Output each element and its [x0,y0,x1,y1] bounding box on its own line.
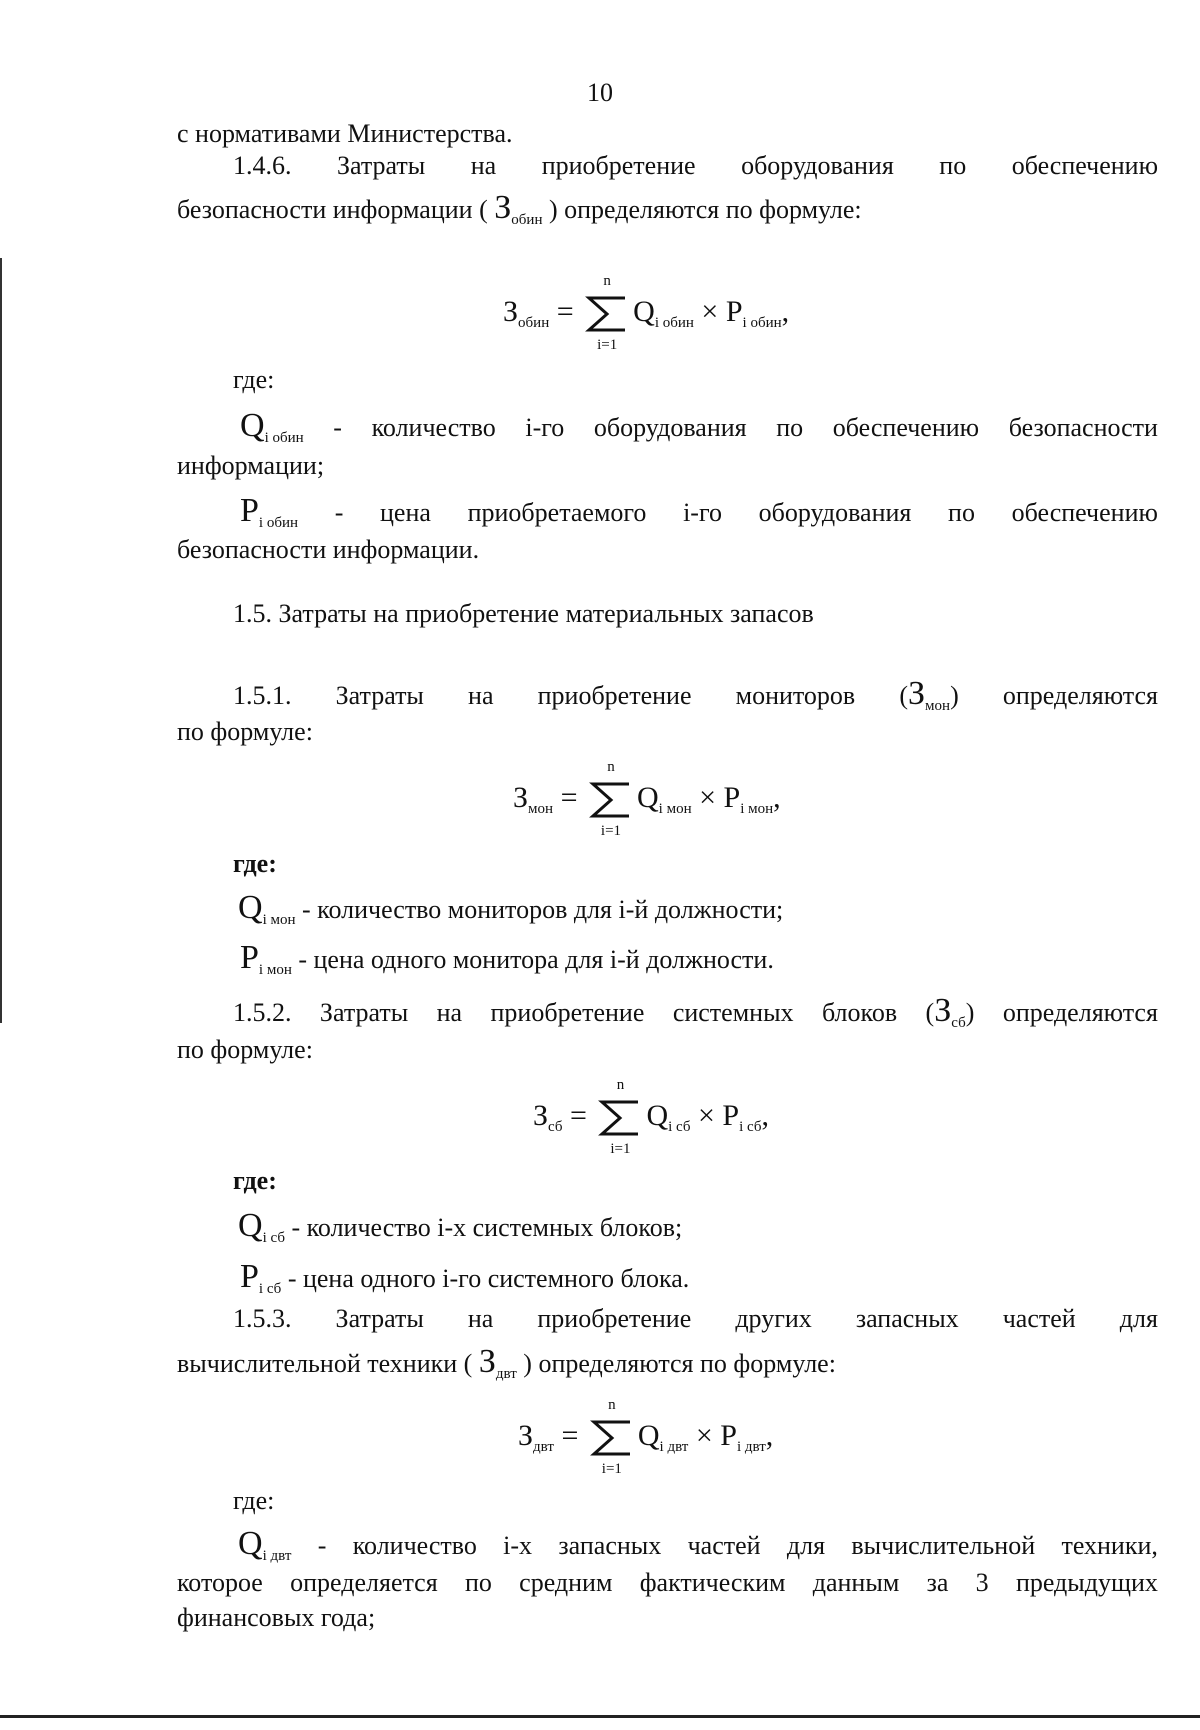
word: цена [380,498,431,527]
word: которое [177,1568,263,1597]
formula-obin [503,273,790,353]
word: обеспечению [1011,151,1158,180]
formula-p-sub: i двт [736,1438,766,1455]
symbol-sub: двт [495,1366,517,1382]
word: по [948,498,975,527]
sum-upper-limit: n [603,273,611,289]
sigma-icon [590,1397,634,1477]
p-symbol: P [240,939,259,976]
page-number: 10 [587,78,613,107]
word: приобретение [537,681,692,710]
formula-q-sub: i обин [654,314,694,331]
word: обеспечению [1011,498,1158,527]
definition-p-sb [240,1258,690,1297]
sum-upper-limit: n [616,1077,625,1093]
word: i-х [503,1531,533,1560]
definition-q-obin [240,407,1158,446]
word: приобретение [541,151,696,180]
section-1-5-3-line1 [233,1303,1158,1335]
section-1-5-title: 1.5. Затраты на приобретение материальных запасов [233,599,814,628]
formula-p-sub: i сб [739,1118,762,1135]
word: 1.5.2. [233,998,292,1027]
p-sub: i мон [258,962,292,978]
word: за [926,1568,949,1597]
q-symbol: Q [238,1207,263,1244]
formula-p: P [722,1098,740,1132]
word: на [468,681,494,710]
formula-q: Q [633,294,655,328]
word: обеспечению [832,413,980,442]
formula-p: P [720,1418,737,1452]
word: количество [371,413,496,442]
section-1-5-1-line2: по формуле: [177,717,313,746]
word: оборудования [741,151,894,180]
q-sub: i двт [262,1548,292,1564]
p-symbol: P [240,492,259,529]
definition-p-obin-cont: безопасности информации. [177,535,480,564]
formula-dvt [518,1397,774,1477]
intro-line: с нормативами Министерства. [177,119,513,148]
section-1-4-6-line2 [177,189,862,228]
formula-lhs-sub: обин [518,314,550,331]
word: предыдущих [1015,1568,1158,1597]
symbol: З [908,675,926,712]
scan-edge-line [0,258,2,1023]
formula-p: P [725,294,743,328]
sum-lower-limit: i=1 [600,823,622,839]
text: вычислительной техники ( [177,1349,479,1378]
word: 1.4.6. [233,151,292,180]
word: на [467,1304,494,1333]
word: запасных [558,1531,662,1560]
formula-lhs-sub: сб [548,1118,563,1135]
word: на [436,998,463,1027]
word: частей [687,1531,761,1560]
sum-lower-limit: i=1 [601,1461,622,1477]
q-sub: i обин [264,430,304,446]
word: запасных [855,1304,959,1333]
definition-q-obin-cont: информации; [177,451,325,480]
definition-text: - количество мониторов для i-й должности; [295,895,784,924]
definition-text: - количество i-х системных блоков; [284,1213,683,1242]
word: техники, [1061,1531,1158,1560]
sum-upper-limit: n [608,1397,616,1413]
definition-q-dvt [238,1525,1158,1564]
word: данным [812,1568,900,1597]
symbol: З [494,189,512,226]
word: - [317,1531,327,1560]
word: по [939,151,967,180]
word: Затраты [336,151,426,180]
formula-p-sub: i обин [742,314,782,331]
section-1-5-3-line2 [177,1343,836,1382]
formula-lhs: З [503,294,519,328]
section-1-5-2-line1 [233,992,1158,1031]
sigma-icon [585,273,629,353]
where-label: где: [233,365,275,394]
formula-lhs: З [518,1418,534,1452]
p-sub: i обин [258,515,299,531]
symbol-group: $(З_{мон})$ [899,675,959,714]
word: - [334,498,344,527]
where-label: где: [233,849,277,878]
definition-q-dvt-line2 [177,1567,1158,1599]
word: по [464,1568,492,1597]
word: на [470,151,497,180]
definition-text: - цена одного монитора для i-й должности. [291,945,774,974]
word: системных [672,998,794,1027]
symbol: З [478,1343,496,1380]
word: оборудования [593,413,747,442]
text: безопасности информации ( [177,195,495,224]
symbol-group: $(З_{сб})$ [925,992,975,1031]
formula-lhs-sub: мон [528,800,554,817]
definition-q-sb [238,1207,683,1246]
word: Затраты [335,1304,424,1333]
word: блоков [821,998,898,1027]
formula-q: Q [637,1418,660,1452]
word: по [776,413,804,442]
word: 1.5.3. [233,1304,292,1333]
formula-q-sub: i сб [668,1118,691,1135]
sum-lower-limit: i=1 [597,337,618,353]
equals-sign: = [570,1098,587,1132]
symbol: З [934,992,952,1029]
symbol-sub: сб [951,1015,966,1031]
word: мониторов [735,681,856,710]
q-sub: i сб [262,1230,285,1246]
formula-lhs-sub: двт [533,1438,554,1455]
word: 1.5.1. [233,681,292,710]
sum-lower-limit: i=1 [610,1141,631,1157]
word: Затраты [319,998,409,1027]
word: оборудования [758,498,912,527]
word: фактическим [639,1568,786,1597]
text: ) определяются по формуле: [516,1349,836,1378]
times-sign: × [699,780,717,814]
times-sign: × [701,294,719,328]
q-symbol: Q [238,1525,263,1562]
word: 3 [975,1568,989,1597]
word: средним [519,1568,613,1597]
formula-q-sub: i двт [659,1438,689,1455]
definition-p-mon [240,939,774,978]
word: i-го [525,413,565,442]
formula-q: Q [646,1098,669,1132]
equals-sign: = [561,1418,579,1452]
section-1-5-1-line1 [233,675,1158,714]
sum-upper-limit: n [607,759,615,775]
word: частей [1002,1304,1076,1333]
where-label: где: [233,1486,275,1515]
word: количество [352,1531,477,1560]
word: вычислительной [851,1531,1036,1560]
formula-sb [533,1077,769,1157]
word: для [786,1531,826,1560]
definition-q-mon [238,889,784,928]
sigma-icon [598,1077,642,1157]
definition-p-obin [240,492,1158,531]
section-1-4-6-line1 [233,150,1158,182]
p-symbol: P [240,1258,259,1295]
equals-sign: = [556,294,574,328]
word: приобретение [537,1304,692,1333]
word: безопасности [1008,413,1158,442]
symbol-sub: мон [925,698,951,714]
bottom-rule [0,1715,1200,1718]
word: для [1119,1304,1158,1333]
where-label: где: [233,1166,277,1195]
word: i-го [683,498,722,527]
word: приобретение [490,998,645,1027]
equals-sign: = [560,780,578,814]
formula-q-sub: i мон [658,800,692,817]
formula-comma: , [773,780,781,814]
formula-comma: , [781,294,790,328]
word: Затраты [335,681,424,710]
formula-p-sub: i мон [740,800,774,817]
formula-q: Q [636,780,659,814]
q-sub: i мон [262,912,296,928]
definition-q-dvt-line3: финансовых года; [177,1603,376,1632]
text: ) определяются по формуле: [542,195,862,224]
word: - [333,413,342,442]
times-sign: × [698,1098,715,1132]
word: приобретаемого [467,498,647,527]
word: других [735,1304,812,1333]
q-symbol: Q [240,407,265,444]
formula-lhs: З [533,1098,549,1132]
word: определяется [290,1568,438,1597]
q-symbol: Q [238,889,263,926]
symbol-sub: обин [511,212,543,228]
formula-comma: , [761,1098,769,1132]
section-1-5-2-line2: по формуле: [177,1035,313,1064]
formula-comma: , [765,1418,774,1452]
word: определяются [1002,998,1158,1027]
word: определяются [1002,681,1158,710]
sigma-icon [589,759,633,839]
formula-mon [513,759,781,839]
formula-lhs: З [513,780,529,814]
definition-text: - цена одного i-го системного блока. [281,1264,690,1293]
times-sign: × [695,1418,713,1452]
p-sub: i сб [258,1281,282,1297]
formula-p: P [723,780,741,814]
